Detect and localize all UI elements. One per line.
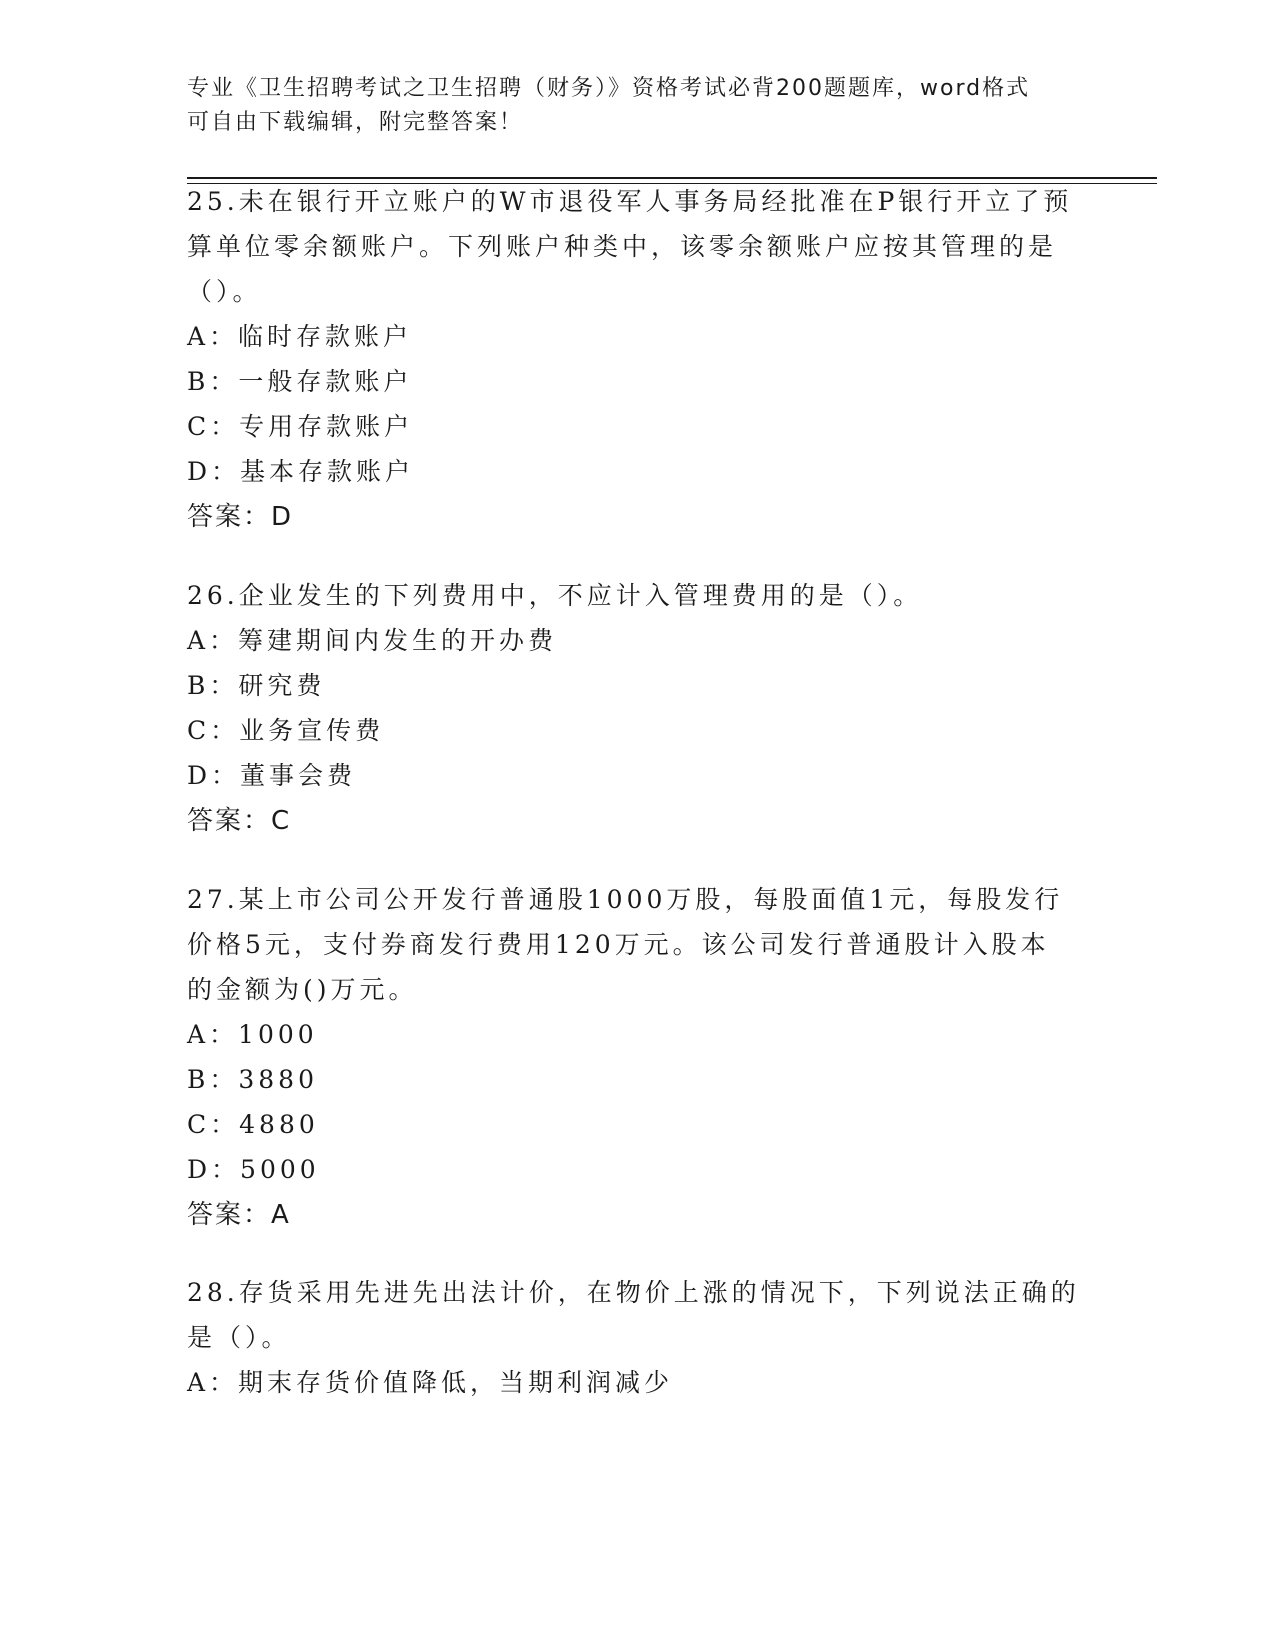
question-28 xyxy=(187,1270,1087,1405)
question-25 xyxy=(187,179,1087,540)
header-line-2: 可自由下载编辑，附完整答案！ xyxy=(187,110,524,135)
option-d: D：基本存款账户 xyxy=(187,457,415,486)
option-b: B：3880 xyxy=(187,1065,318,1094)
option-c: C：专用存款账户 xyxy=(187,412,414,441)
question-text: 26.企业发生的下列费用中，不应计入管理费用的是（）。 xyxy=(187,581,923,610)
option-a: A：筹建期间内发生的开办费 xyxy=(187,626,558,655)
option-d: D：5000 xyxy=(187,1155,320,1184)
header-line-1: 专业《卫生招聘考试之卫生招聘（财务）》资格考试必背200题题库，word格式 xyxy=(187,76,1031,101)
option-c: C：业务宣传费 xyxy=(187,716,385,745)
option-a: A：1000 xyxy=(187,1020,318,1049)
option-b: B：一般存款账户 xyxy=(187,367,413,396)
question-text: 算单位零余额账户。下列账户种类中，该零余额账户应按其管理的是 xyxy=(187,232,1058,261)
option-b: B：研究费 xyxy=(187,671,326,700)
option-a: A：期末存货价值降低，当期利润减少 xyxy=(187,1368,674,1397)
question-text: 价格5元，支付券商发行费用120万元。该公司发行普通股计入股本 xyxy=(187,930,1050,959)
answer-label: 答案：C xyxy=(187,806,292,836)
document-header xyxy=(187,72,1087,140)
question-text: （）。 xyxy=(187,277,262,306)
question-text: 25.未在银行开立账户的W市退役军人事务局经批准在P银行开立了预 xyxy=(187,187,1073,216)
question-text: 的金额为()万元。 xyxy=(187,975,418,1004)
option-c: C：4880 xyxy=(187,1110,319,1139)
option-a: A：临时存款账户 xyxy=(187,322,413,351)
answer-label: 答案：A xyxy=(187,1200,291,1230)
question-text: 28.存货采用先进先出法计价，在物价上涨的情况下，下列说法正确的 xyxy=(187,1278,1080,1307)
question-26 xyxy=(187,573,1087,844)
question-27 xyxy=(187,877,1087,1238)
answer-label: 答案：D xyxy=(187,502,294,532)
question-text: 是（）。 xyxy=(187,1323,291,1352)
question-text: 27.某上市公司公开发行普通股1000万股，每股面值1元，每股发行 xyxy=(187,885,1064,914)
option-d: D：董事会费 xyxy=(187,761,357,790)
